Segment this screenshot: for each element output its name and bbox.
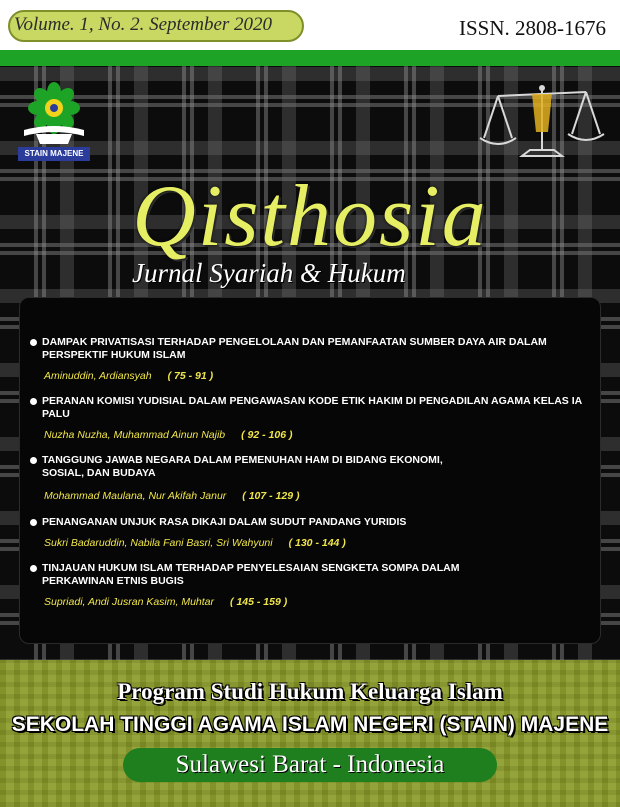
- page-range: ( 130 - 144 ): [288, 537, 346, 549]
- authors-text: Supriadi, Andi Jusran Kasim, Muhtar: [44, 596, 215, 608]
- page-range: ( 145 - 159 ): [230, 596, 288, 608]
- authors-text: Sukri Badaruddin, Nabila Fani Basri, Sri Wahyuni: [44, 537, 273, 549]
- volume-label: Volume. 1, No. 2. September 2020: [14, 14, 273, 35]
- school-name: SEKOLAH TINGGI AGAMA ISLAM NEGERI (STAIN) MAJENE: [11, 713, 609, 736]
- bullet-icon: [30, 398, 37, 405]
- journal-subtitle: Jurnal Syariah & Hukum: [132, 258, 406, 288]
- article-title: PENANGANAN UNJUK RASA DIKAJI DALAM SUDUT PANDANG YURIDIS: [42, 516, 407, 528]
- article-authors: [44, 596, 287, 608]
- issn-label: ISSN. 2808-1676: [458, 16, 606, 40]
- article-authors: [44, 370, 213, 382]
- journal-title: Qisthosia: [132, 168, 488, 265]
- article-title: TANGGUNG JAWAB NEGARA DALAM PEMENUHAN HAM DI BIDANG EKONOMI, SOSIAL, DAN BUDAYA: [42, 454, 443, 479]
- article-authors: [44, 429, 292, 441]
- region-label: Sulawesi Barat - Indonesia: [175, 751, 445, 778]
- header-bar: [0, 0, 620, 50]
- authors-text: Nuzha Nuzha, Muhammad Ainun Najib: [44, 429, 226, 441]
- page-range: ( 92 - 106 ): [241, 429, 293, 441]
- green-divider: [0, 50, 620, 66]
- article-title: TINJAUAN HUKUM ISLAM TERHADAP PENYELESAIAN SENGKETA SOMPA DALAM PERKAWINAN ETNIS BUGIS: [42, 562, 460, 587]
- authors-text: Aminuddin, Ardiansyah: [44, 370, 152, 382]
- bullet-icon: [30, 457, 37, 464]
- page-range: ( 75 - 91 ): [167, 370, 214, 382]
- article-title: PERANAN KOMISI YUDISIAL DALAM PENGAWASAN KODE ETIK HAKIM DI PENGADILAN AGAMA KELAS IA PALU: [42, 395, 582, 420]
- article-title: DAMPAK PRIVATISASI TERHADAP PENGELOLAAN DAN PEMANFAATAN SUMBER DAYA AIR DALAM PERSPEKTIF HUKUM ISLAM: [42, 336, 547, 361]
- page-range: ( 107 - 129 ): [242, 490, 300, 502]
- balance-scale-icon: [476, 80, 608, 164]
- article-authors: [44, 537, 346, 549]
- program-name: Program Studi Hukum Keluarga Islam: [117, 679, 503, 704]
- bullet-icon: [30, 519, 37, 526]
- bullet-icon: [30, 565, 37, 572]
- authors-text: Mohammad Maulana, Nur Akifah Janur: [44, 490, 227, 502]
- article-authors: [44, 490, 299, 502]
- logo-caption: STAIN MAJENE: [18, 147, 90, 161]
- bullet-icon: [30, 339, 37, 346]
